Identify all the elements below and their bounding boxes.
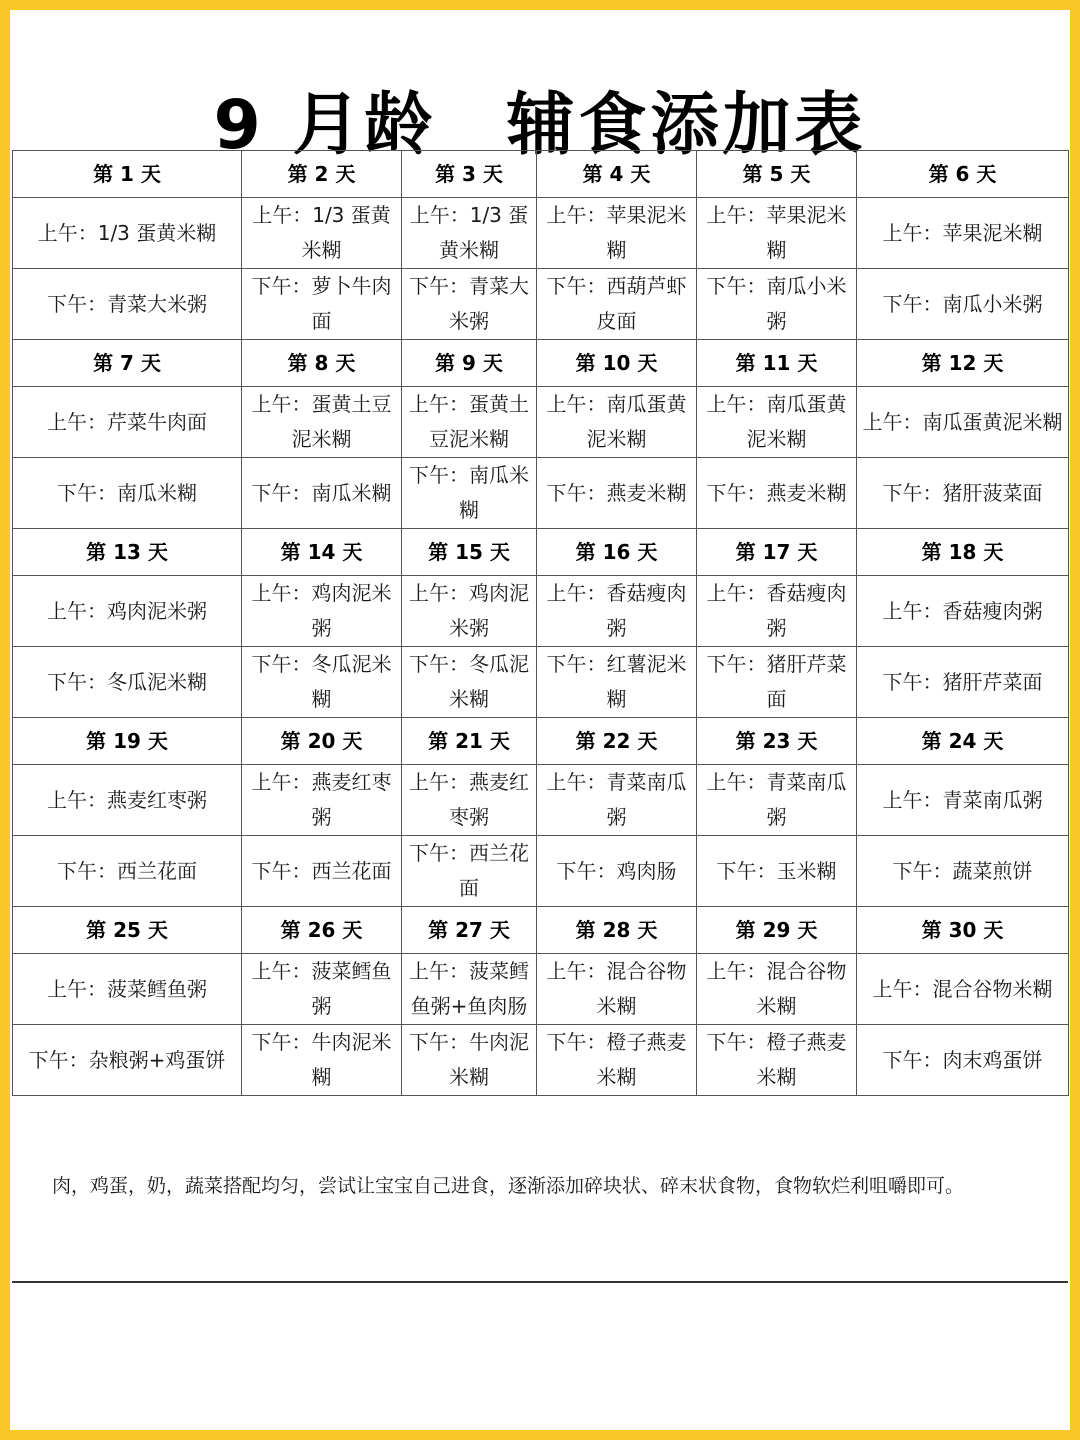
morning-meal-cell: 上午：混合谷物米糊 (697, 954, 857, 1025)
morning-meal-cell: 上午：南瓜蛋黄泥米糊 (857, 387, 1069, 458)
feeding-schedule-table (12, 150, 1069, 1096)
day-label-cell: 第 16 天 (537, 529, 697, 576)
day-label-cell: 第 13 天 (13, 529, 242, 576)
morning-meal-cell: 上午：蛋黄土豆泥米糊 (242, 387, 402, 458)
schedule-row-afternoon (13, 269, 1069, 340)
schedule-row-afternoon (13, 647, 1069, 718)
afternoon-meal-cell: 下午：蔬菜煎饼 (857, 836, 1069, 907)
morning-meal-cell: 上午：南瓜蛋黄泥米糊 (697, 387, 857, 458)
schedule-row-afternoon (13, 458, 1069, 529)
schedule-row-days (13, 151, 1069, 198)
feeding-tip-section (12, 1093, 1068, 1283)
day-label-cell: 第 18 天 (857, 529, 1069, 576)
afternoon-meal-cell: 下午：猪肝菠菜面 (857, 458, 1069, 529)
morning-meal-cell: 上午：菠菜鳕鱼粥+鱼肉肠 (402, 954, 537, 1025)
afternoon-meal-cell: 下午：西兰花面 (13, 836, 242, 907)
afternoon-meal-cell: 下午：猪肝芹菜面 (857, 647, 1069, 718)
morning-meal-cell: 上午：鸡肉泥米粥 (13, 576, 242, 647)
day-label-cell: 第 29 天 (697, 907, 857, 954)
day-label-cell: 第 28 天 (537, 907, 697, 954)
day-label-cell: 第 27 天 (402, 907, 537, 954)
schedule-row-morning (13, 387, 1069, 458)
day-label-cell: 第 22 天 (537, 718, 697, 765)
morning-meal-cell: 上午：香菇瘦肉粥 (857, 576, 1069, 647)
morning-meal-cell: 上午：香菇瘦肉粥 (697, 576, 857, 647)
afternoon-meal-cell: 下午：燕麦米糊 (537, 458, 697, 529)
morning-meal-cell: 上午：1/3 蛋黄米糊 (402, 198, 537, 269)
day-label-cell: 第 12 天 (857, 340, 1069, 387)
day-label-cell: 第 30 天 (857, 907, 1069, 954)
schedule-row-morning (13, 954, 1069, 1025)
afternoon-meal-cell: 下午：冬瓜泥米糊 (402, 647, 537, 718)
afternoon-meal-cell: 下午：南瓜米糊 (402, 458, 537, 529)
morning-meal-cell: 上午：香菇瘦肉粥 (537, 576, 697, 647)
morning-meal-cell: 上午：苹果泥米糊 (697, 198, 857, 269)
day-label-cell: 第 23 天 (697, 718, 857, 765)
afternoon-meal-cell: 下午：燕麦米糊 (697, 458, 857, 529)
title-age: 9 月龄 (213, 85, 437, 165)
schedule-row-days (13, 907, 1069, 954)
morning-meal-cell: 上午：1/3 蛋黄米糊 (242, 198, 402, 269)
morning-meal-cell: 上午：燕麦红枣粥 (13, 765, 242, 836)
afternoon-meal-cell: 下午：橙子燕麦米糊 (537, 1025, 697, 1096)
afternoon-meal-cell: 下午：南瓜小米粥 (697, 269, 857, 340)
day-label-cell: 第 10 天 (537, 340, 697, 387)
afternoon-meal-cell: 下午：玉米糊 (697, 836, 857, 907)
afternoon-meal-cell: 下午：西葫芦虾皮面 (537, 269, 697, 340)
day-label-cell: 第 15 天 (402, 529, 537, 576)
morning-meal-cell: 上午：菠菜鳕鱼粥 (13, 954, 242, 1025)
day-label-cell: 第 9 天 (402, 340, 537, 387)
day-label-cell: 第 25 天 (13, 907, 242, 954)
day-label-cell: 第 20 天 (242, 718, 402, 765)
morning-meal-cell: 上午：芹菜牛肉面 (13, 387, 242, 458)
morning-meal-cell: 上午：混合谷物米糊 (537, 954, 697, 1025)
afternoon-meal-cell: 下午：冬瓜泥米糊 (13, 647, 242, 718)
morning-meal-cell: 上午：青菜南瓜粥 (537, 765, 697, 836)
afternoon-meal-cell: 下午：南瓜米糊 (13, 458, 242, 529)
title-name: 辅食添加表 (506, 85, 867, 165)
day-label-cell: 第 2 天 (242, 151, 402, 198)
afternoon-meal-cell: 下午：红薯泥米糊 (537, 647, 697, 718)
feeding-tip-text: 肉，鸡蛋，奶，蔬菜搭配均匀，尝试让宝宝自己进食，逐渐添加碎块状、碎末状食物，食物软烂利咀嚼即可。 (52, 1175, 965, 1197)
morning-meal-cell: 上午：菠菜鳕鱼粥 (242, 954, 402, 1025)
afternoon-meal-cell: 下午：南瓜米糊 (242, 458, 402, 529)
afternoon-meal-cell: 下午：猪肝芹菜面 (697, 647, 857, 718)
morning-meal-cell: 上午：燕麦红枣粥 (242, 765, 402, 836)
morning-meal-cell: 上午：苹果泥米糊 (857, 198, 1069, 269)
afternoon-meal-cell: 下午：南瓜小米粥 (857, 269, 1069, 340)
afternoon-meal-cell: 下午：橙子燕麦米糊 (697, 1025, 857, 1096)
schedule-row-days (13, 340, 1069, 387)
day-label-cell: 第 4 天 (537, 151, 697, 198)
day-label-cell: 第 17 天 (697, 529, 857, 576)
afternoon-meal-cell: 下午：杂粮粥+鸡蛋饼 (13, 1025, 242, 1096)
morning-meal-cell: 上午：蛋黄土豆泥米糊 (402, 387, 537, 458)
morning-meal-cell: 上午：鸡肉泥米粥 (242, 576, 402, 647)
morning-meal-cell: 上午：青菜南瓜粥 (857, 765, 1069, 836)
morning-meal-cell: 上午：燕麦红枣粥 (402, 765, 537, 836)
day-label-cell: 第 6 天 (857, 151, 1069, 198)
day-label-cell: 第 7 天 (13, 340, 242, 387)
morning-meal-cell: 上午：南瓜蛋黄泥米糊 (537, 387, 697, 458)
schedule-row-afternoon (13, 836, 1069, 907)
morning-meal-cell: 上午：1/3 蛋黄米糊 (13, 198, 242, 269)
afternoon-meal-cell: 下午：冬瓜泥米糊 (242, 647, 402, 718)
afternoon-meal-cell: 下午：西兰花面 (402, 836, 537, 907)
day-label-cell: 第 8 天 (242, 340, 402, 387)
day-label-cell: 第 19 天 (13, 718, 242, 765)
day-label-cell: 第 14 天 (242, 529, 402, 576)
schedule-row-morning (13, 198, 1069, 269)
afternoon-meal-cell: 下午：青菜大米粥 (13, 269, 242, 340)
afternoon-meal-cell: 下午：青菜大米粥 (402, 269, 537, 340)
schedule-row-morning (13, 576, 1069, 647)
afternoon-meal-cell: 下午：西兰花面 (242, 836, 402, 907)
afternoon-meal-cell: 下午：牛肉泥米糊 (242, 1025, 402, 1096)
afternoon-meal-cell: 下午：牛肉泥米糊 (402, 1025, 537, 1096)
schedule-row-days (13, 529, 1069, 576)
morning-meal-cell: 上午：鸡肉泥米粥 (402, 576, 537, 647)
schedule-row-morning (13, 765, 1069, 836)
morning-meal-cell: 上午：青菜南瓜粥 (697, 765, 857, 836)
day-label-cell: 第 11 天 (697, 340, 857, 387)
schedule-row-afternoon (13, 1025, 1069, 1096)
day-label-cell: 第 26 天 (242, 907, 402, 954)
afternoon-meal-cell: 下午：肉末鸡蛋饼 (857, 1025, 1069, 1096)
day-label-cell: 第 21 天 (402, 718, 537, 765)
day-label-cell: 第 5 天 (697, 151, 857, 198)
morning-meal-cell: 上午：苹果泥米糊 (537, 198, 697, 269)
afternoon-meal-cell: 下午：鸡肉肠 (537, 836, 697, 907)
morning-meal-cell: 上午：混合谷物米糊 (857, 954, 1069, 1025)
day-label-cell: 第 3 天 (402, 151, 537, 198)
schedule-row-days (13, 718, 1069, 765)
day-label-cell: 第 24 天 (857, 718, 1069, 765)
day-label-cell: 第 1 天 (13, 151, 242, 198)
afternoon-meal-cell: 下午：萝卜牛肉面 (242, 269, 402, 340)
